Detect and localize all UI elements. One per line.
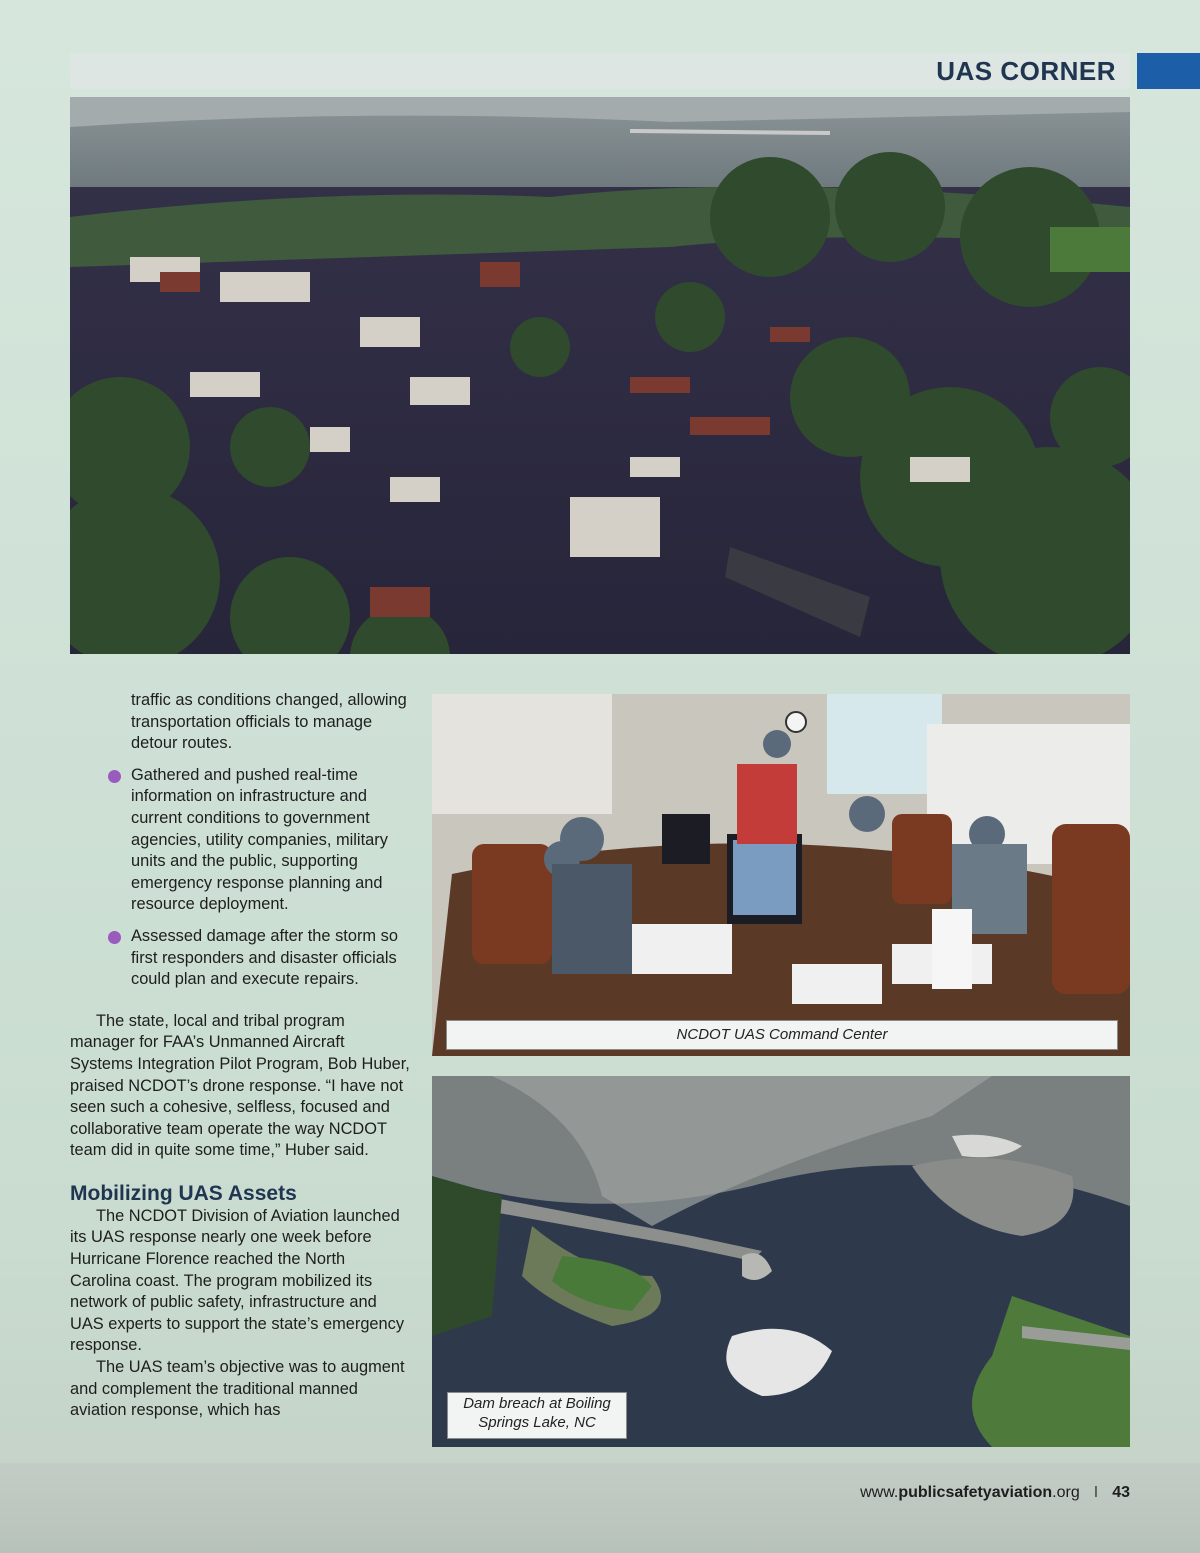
article-column [70,690,410,1422]
paragraph: The state, local and tribal program manager for FAA’s Unmanned Aircraft Systems Integration Pilot Program, Bob Huber, praised NCDOT’s drone response. “I have not seen such a cohesive, selfless, focused and collaborative team operate the way NCDOT team did in quite some time,” Huber said. [70,1011,410,1160]
aerial-flood-photo [70,97,1130,654]
page-footer [860,1484,1130,1502]
page-number: 43 [1112,1484,1130,1501]
footer-band [0,1463,1200,1553]
paragraph: The NCDOT Division of Aviation launched its UAS response nearly one week before Hurricane Florence reached the North Carolina coast. The program mobilized its network of public safety, infrastructure and UAS experts to support the state’s emergency response. [70,1206,405,1355]
figure-caption: Dam breach at Boiling Springs Lake, NC [447,1392,627,1439]
section-header-bar [70,53,1130,89]
paragraph: The UAS team’s objective was to augment and complement the traditional manned aviation response, which has [70,1358,405,1420]
list-item [70,926,410,991]
list-item [70,765,410,916]
section-heading: Mobilizing UAS Assets [70,1181,297,1205]
figure-caption: NCDOT UAS Command Center [446,1020,1118,1050]
section-title: UAS CORNER [936,56,1116,86]
header-accent-block [1137,53,1200,89]
bullet-icon [108,770,121,783]
command-center-photo [432,694,1130,1056]
footer-url-domain: publicsafetyaviation [898,1484,1053,1501]
footer-url-prefix: www. [860,1484,899,1501]
continued-text: traffic as conditions changed, allowing transportation officials to manage detour routes. [131,691,407,753]
footer-url-suffix: .org [1052,1484,1080,1501]
footer-separator: I [1093,1484,1099,1501]
list-item-text: Gathered and pushed real-time information on infrastructure and current conditions to government agencies, utility companies, military units and the public, supporting emergency response planning and resource deployment. [131,765,388,914]
list-item-text: Assessed damage after the storm so first responders and disaster officials could plan and execute repairs. [131,926,398,989]
bullet-icon [108,931,121,944]
